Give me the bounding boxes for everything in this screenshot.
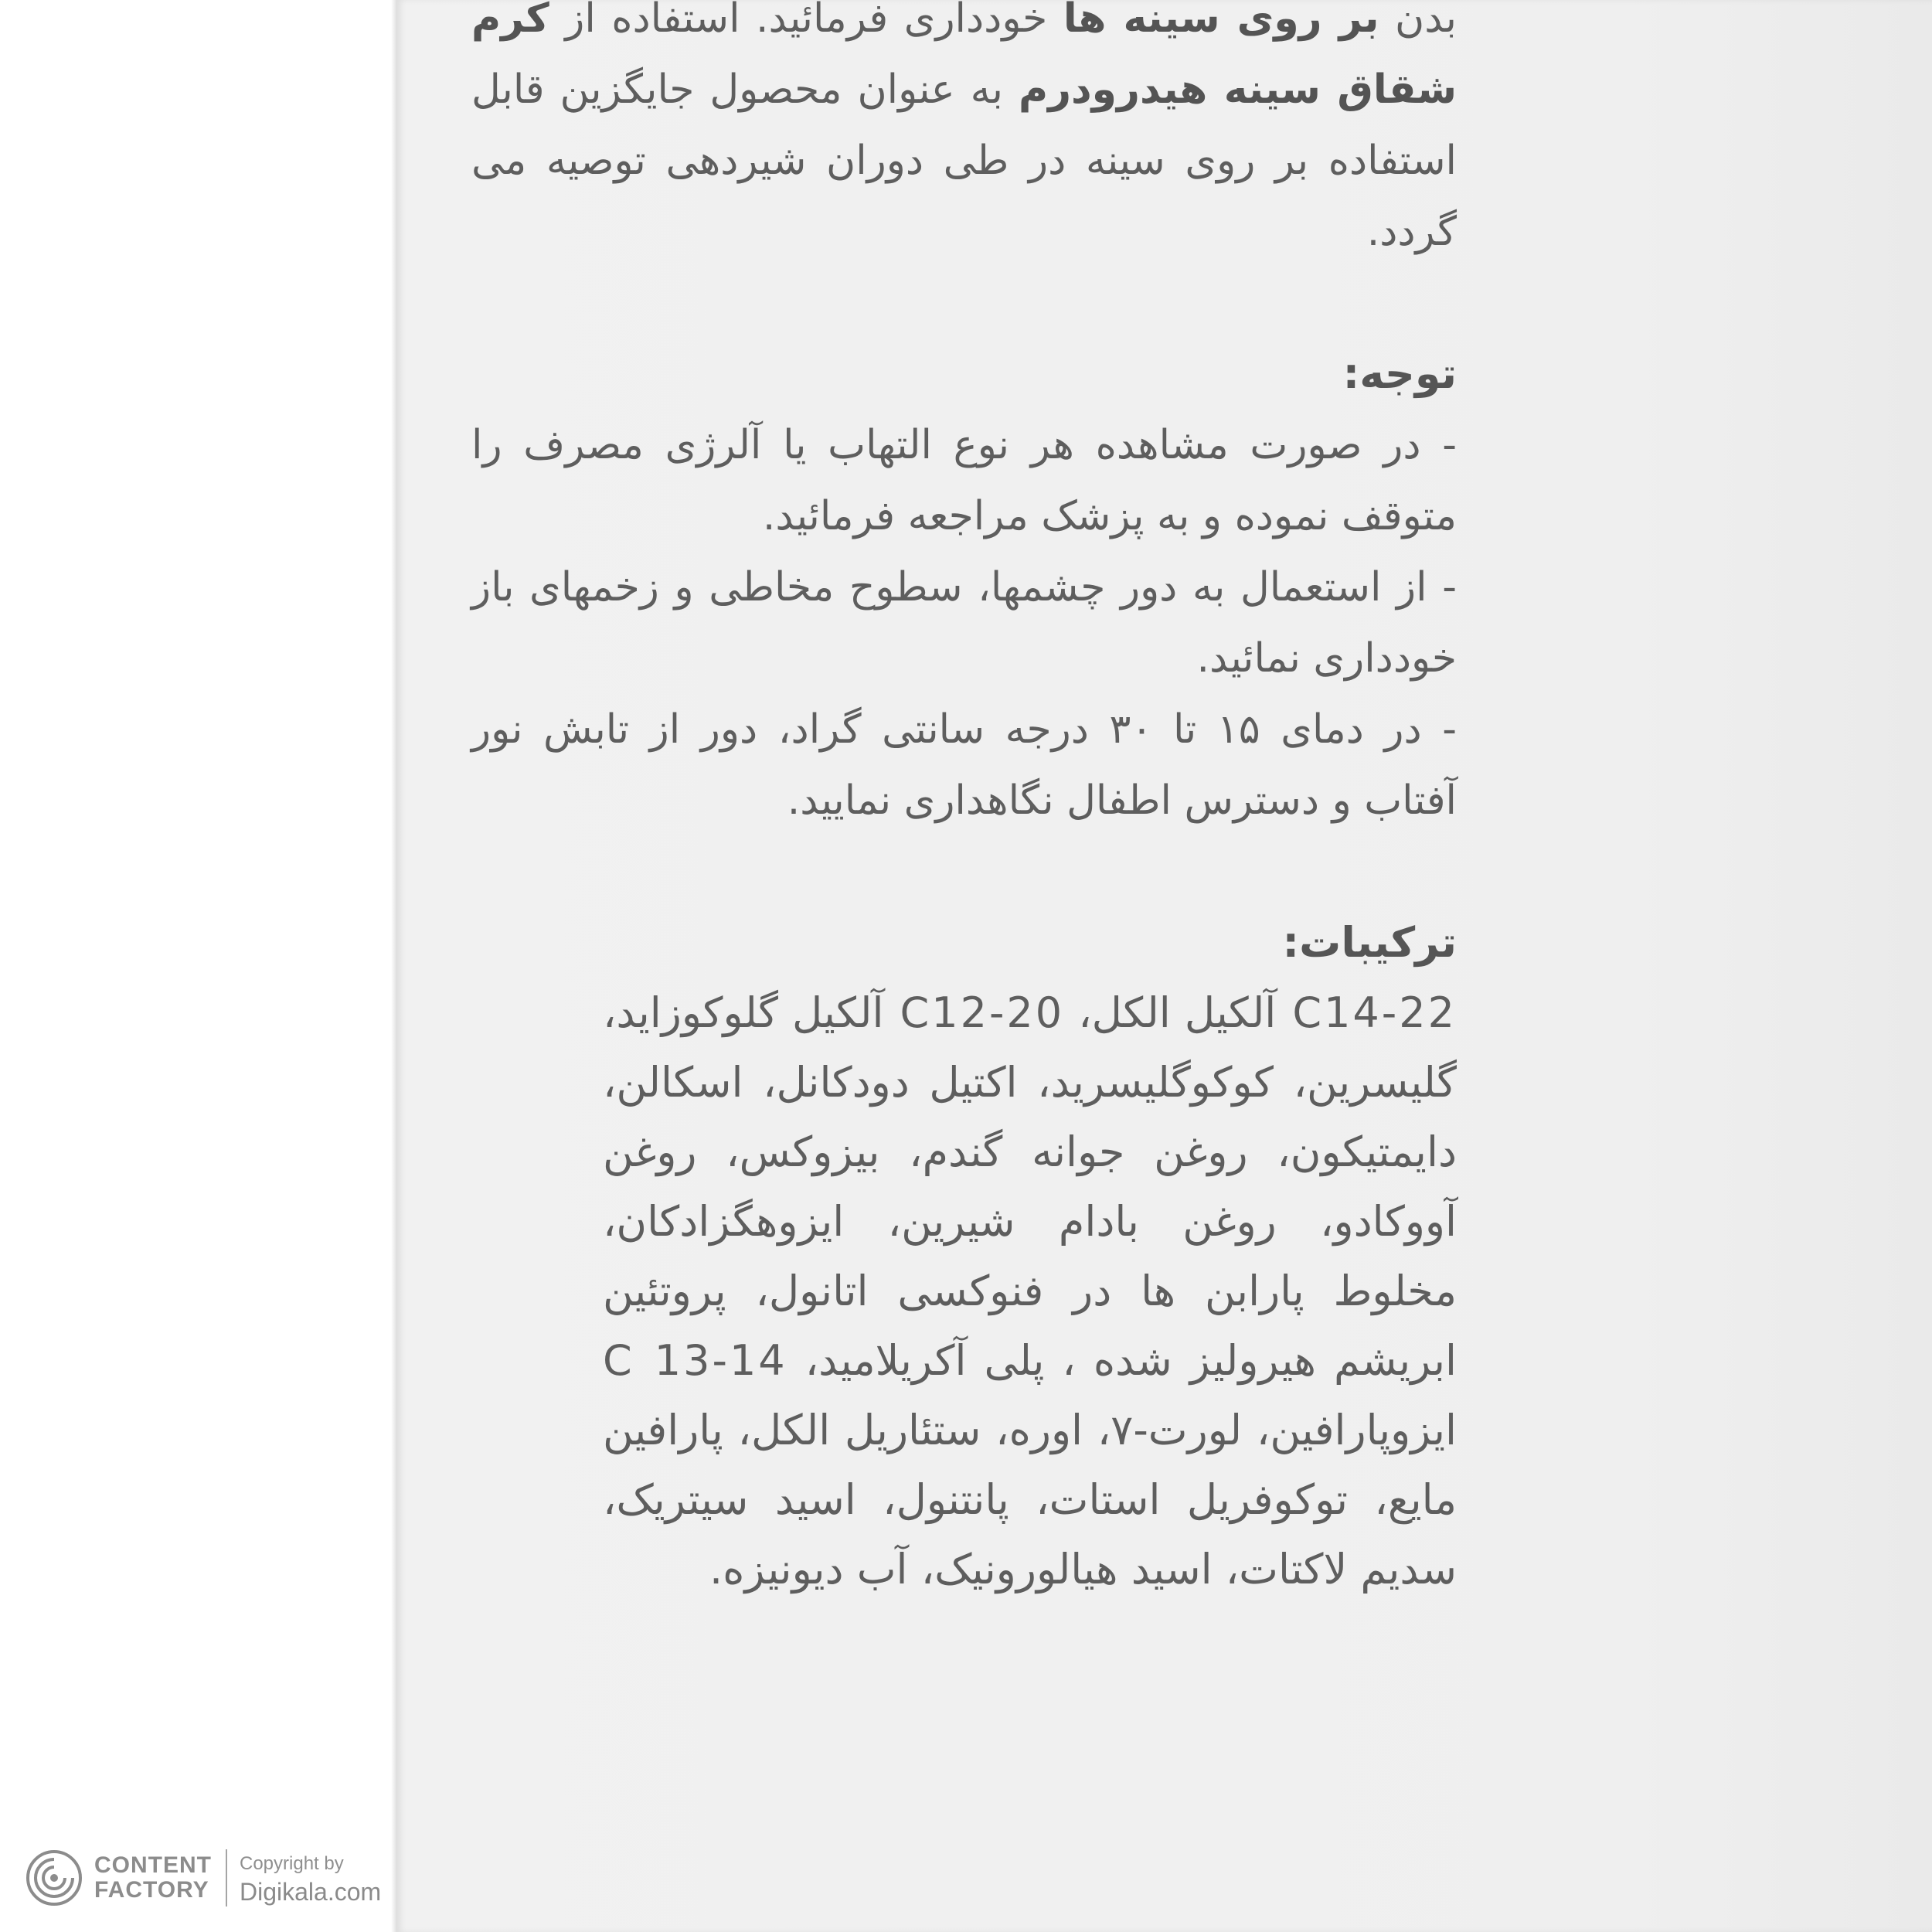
intro-bold-2: کرم شقاق سینه هیدرودرم <box>471 0 1458 113</box>
watermark <box>25 1835 381 1920</box>
ingredients-heading: ترکیبات: <box>1282 918 1457 967</box>
intro-text-1: بدن <box>1379 0 1457 42</box>
intro-paragraph <box>471 0 1457 267</box>
watermark-brand-line2: FACTORY <box>94 1877 209 1903</box>
package-text <box>471 0 1457 1604</box>
attention-note: - در صورت مشاهده هر نوع التهاب یا آلرژی مصرف را متوقف نموده و به پزشک مراجعه فرمائید. <box>471 422 1457 539</box>
intro-text-2: خودداری فرمائید. استفاده از <box>549 0 1063 42</box>
watermark-copyright-label: Copyright by <box>240 1853 344 1874</box>
watermark-copyright <box>240 1850 381 1906</box>
ingredients-list: C14-22 آلکیل الکل، C12-20 آلکیل گلوکوزاید، گلیسرین، کوکوگلیسرید، اکتیل دودکانل، اسکالن، دایمتیکون، روغن جوانه گندم، بیزوکس، روغن آووکادو، روغن بادام شیرین، ایزوهگزادکان، مخلوط پارابن ها در فنوکسی اتانول، پروتئین ابریشم هیرولیز شده ، پلی آکریلامید، C 13-14 ایزوپارافین، لورت-۷، اوره، ستئاریل الکل، پارافین مایع، توکوفریل استات، پانتنول، اسید سیتریک، سدیم لاکتات، اسید هیالورونیک، آب دیونیزه. <box>603 988 1457 1594</box>
watermark-brand <box>94 1853 212 1903</box>
watermark-divider <box>226 1849 227 1906</box>
attention-note: - از استعمال به دور چشمها، سطوح مخاطی و زخمهای باز خودداری نمائید. <box>471 564 1457 682</box>
attention-heading: توجه: <box>1342 349 1457 398</box>
intro-bold-1: بر روی سینه ها <box>1063 0 1379 42</box>
attention-note: - در دمای ۱۵ تا ۳۰ درجه سانتی گراد، دور از تابش نور آفتاب و دسترس اطفال نگاهداری نمایید. <box>471 706 1458 824</box>
content-factory-logo-icon <box>25 1849 83 1907</box>
watermark-brand-line1: CONTENT <box>94 1852 212 1878</box>
intro-text-3: به عنوان محصول جایگزین قابل استفاده بر روی سینه در طی دوران شیردهی توصیه می گردد. <box>471 66 1457 255</box>
watermark-site: Digikala.com <box>240 1878 382 1906</box>
